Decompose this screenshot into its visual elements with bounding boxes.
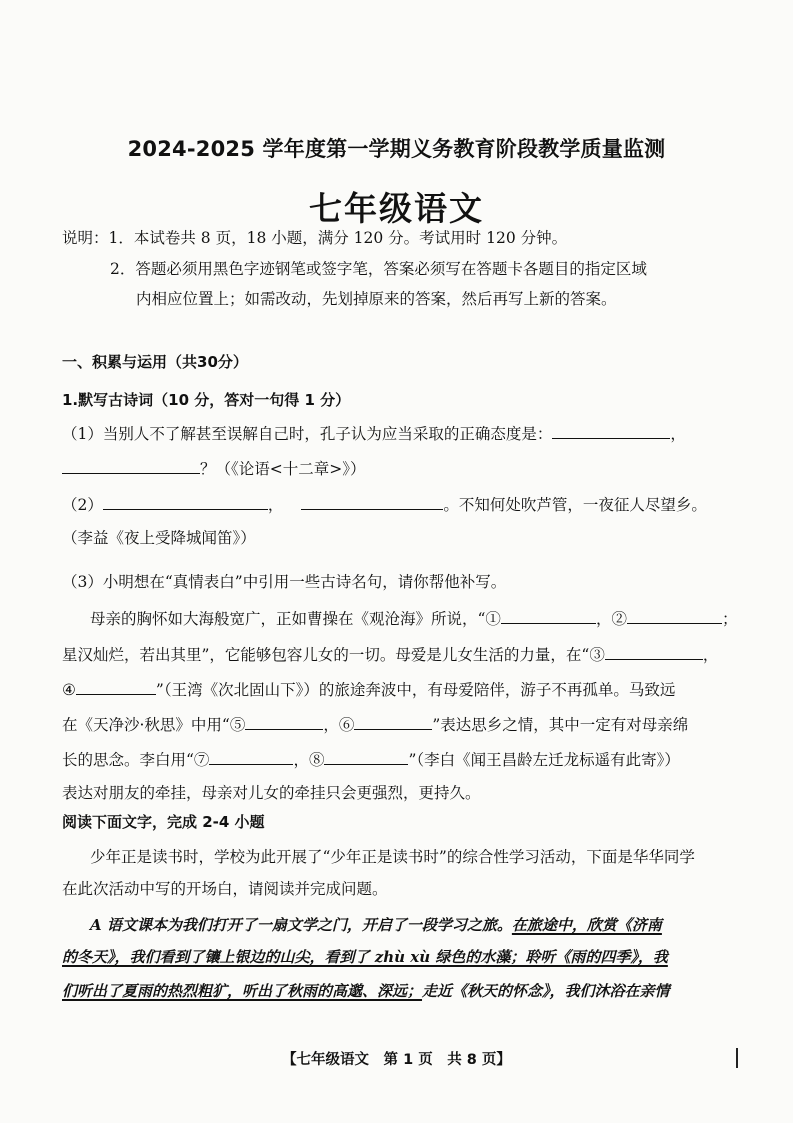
question-1-1-cont — [62, 457, 365, 479]
answer-blank[interactable] — [245, 713, 323, 730]
passage-text: 母亲的胸怀如大海般宽广，正如曹操在《观沧海》所说，“① — [90, 610, 501, 628]
question-1-title: 1.默写古诗词（10 分，答对一句得 1 分） — [62, 391, 351, 409]
margin-mark — [736, 1048, 738, 1068]
question-1-2-source: （李益《夜上受降城闻笛》） — [62, 529, 256, 547]
passage-text: ④ — [62, 681, 76, 699]
section-title: 一、积累与运用（共30分） — [62, 353, 248, 371]
answer-blank[interactable] — [324, 748, 408, 765]
instruction-line-3: 内相应位置上；如需改动，先划掉原来的答案，然后再写上新的答案。 — [136, 290, 617, 308]
question-text: （1）当别人不了解甚至误解自己时，孔子认为应当采取的正确态度是： — [62, 425, 553, 443]
instruction-line-2: 2．答题必须用黑色字迹钢笔或签字笔，答案必须写在答题卡各题目的指定区域 — [110, 260, 647, 278]
passage-text: 在《天净沙·秋思》中用“⑤ — [62, 716, 246, 734]
handwritten-line-2: 的冬天》，我们看到了镶上银边的山尖，看到了 zhù xù 绿色的水藻；聆听《雨的四季》，我 — [62, 948, 668, 966]
passage-text: ”（李白《闻王昌龄左迁龙标遥有此寄》） — [408, 751, 680, 769]
passage-text: ； — [721, 610, 738, 628]
answer-blank[interactable] — [209, 748, 293, 765]
question-1-1: （1）当别人不了解甚至误解自己时，孔子认为应当采取的正确态度是： ， — [62, 422, 686, 444]
handwritten-line-1 — [90, 915, 662, 935]
question-text: ？（《论语<十二章>》） — [200, 460, 366, 478]
reading-intro-2: 在此次活动中写的开场白，请阅读并完成问题。 — [62, 880, 388, 898]
passage-line-2 — [62, 643, 718, 665]
question-1-2 — [62, 493, 707, 515]
passage-text: ”（王湾《次北固山下》）的旅途奔波中，有母爱陪伴，游子不再孤单。马致远 — [155, 681, 676, 699]
passage-line-4 — [62, 713, 688, 735]
answer-blank[interactable] — [552, 422, 670, 439]
answer-blank[interactable] — [103, 493, 268, 510]
instruction-line-1: 说明：1．本试卷共 8 页，18 小题，满分 120 分。考试用时 120 分钟。 — [62, 229, 568, 247]
handwritten-line-3 — [62, 981, 670, 1001]
subject-title: 七年级语文 — [309, 189, 484, 228]
passage-line-3 — [62, 678, 675, 700]
answer-blank[interactable] — [605, 643, 703, 660]
reading-title: 阅读下面文字，完成 2-4 小题 — [62, 813, 265, 831]
passage-text: ，⑥ — [323, 716, 355, 734]
question-1-3: （3）小明想在“真情表白”中引用一些古诗名句，请你帮他补写。 — [62, 573, 507, 591]
passage-text: A 语文课本为我们打开了一扇文学之门，开启了一段学习之旅。 — [90, 916, 512, 934]
passage-text: 星汉灿烂，若出其里”，它能够包容儿女的一切。母爱是儿女生活的力量，在“③ — [62, 646, 605, 664]
answer-blank[interactable] — [76, 678, 156, 695]
passage-line-1 — [90, 607, 737, 629]
passage-text: ， — [702, 646, 719, 664]
answer-blank[interactable] — [627, 607, 722, 624]
answer-blank[interactable] — [301, 493, 443, 510]
underlined-text: 在旅途中，欣赏《济南 — [511, 916, 662, 934]
underlined-text: 们听出了夏雨的热烈粗犷，听出了秋雨的高邈、深远； — [62, 982, 423, 1000]
passage-line-5 — [62, 748, 680, 770]
passage-text: 走近《秋天的怀念》，我们沐浴在亲情 — [422, 982, 670, 1000]
answer-blank[interactable] — [62, 457, 200, 474]
page-footer: 【七年级语文 第 1 页 共 8 页】 — [282, 1052, 511, 1068]
passage-line-6: 表达对朋友的牵挂，母亲对儿女的牵挂只会更强烈，更持久。 — [62, 784, 481, 802]
exam-title: 2024-2025 学年度第一学期义务教育阶段教学质量监测 — [127, 137, 666, 161]
passage-text: ，② — [595, 610, 627, 628]
separator: ， — [267, 496, 284, 514]
passage-text: 长的思念。李白用“⑦ — [62, 751, 210, 769]
question-number: （2） — [62, 496, 103, 514]
answer-blank[interactable] — [501, 607, 596, 624]
passage-text: ”表达思乡之情，其中一定有对母亲绵 — [432, 716, 689, 734]
answer-blank[interactable] — [354, 713, 432, 730]
reading-intro-1: 少年正是读书时，学校为此开展了“少年正是读书时”的综合性学习活动，下面是华华同学 — [90, 848, 695, 866]
question-text: 。不知何处吹芦管，一夜征人尽望乡。 — [443, 496, 707, 514]
passage-text: ，⑧ — [293, 751, 325, 769]
